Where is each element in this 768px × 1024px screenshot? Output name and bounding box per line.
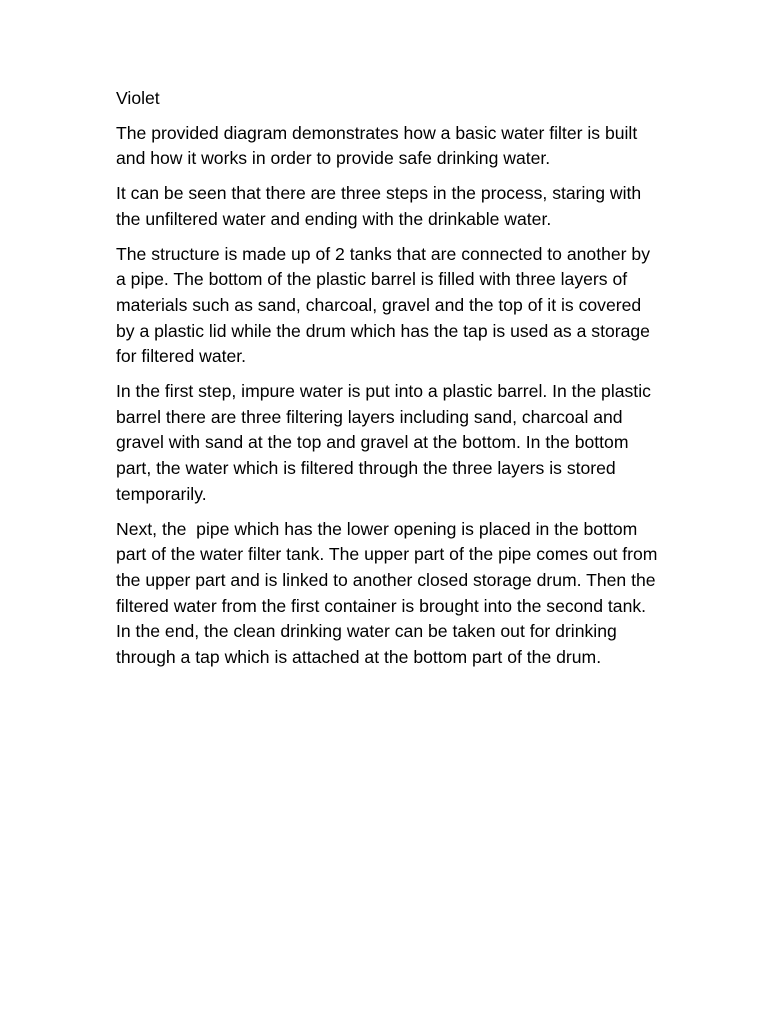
author-name: Violet	[116, 88, 160, 108]
document-page	[116, 86, 661, 680]
paragraph-first-step: In the first step, impure water is put into a plastic barrel. In the plastic barrel there are three filtering layers including sand, charcoal and gravel with sand at the top and gravel at the bottom. In the bottom part, the water which is filtered through the three layers is stored temporarily.	[116, 381, 656, 504]
paragraph-next-steps: Next, the pipe which has the lower opening is placed in the bottom part of the water filter tank. The upper part of the pipe comes out from the upper part and is linked to another closed storage drum. Then the filtered water from the first container is brought into the second tank. In the end, the clean drinking water can be taken out for drinking through a tap which is attached at the bottom part of the drum.	[116, 518, 663, 668]
paragraph-intro: The provided diagram demonstrates how a basic water filter is built and how it works in order to provide safe drinking water.	[116, 122, 643, 169]
paragraph-overview: It can be seen that there are three steps in the process, staring with the unfiltered water and ending with the drinkable water.	[116, 183, 647, 229]
paragraph-structure: The structure is made up of 2 tanks that are connected to another by a pipe. The bottom of the plastic barrel is filled with three layers of materials such as sand, charcoal, gravel and the top of it is covered by a plastic lid while the drum which has the tap is used as a storage for filtered water.	[116, 243, 655, 367]
